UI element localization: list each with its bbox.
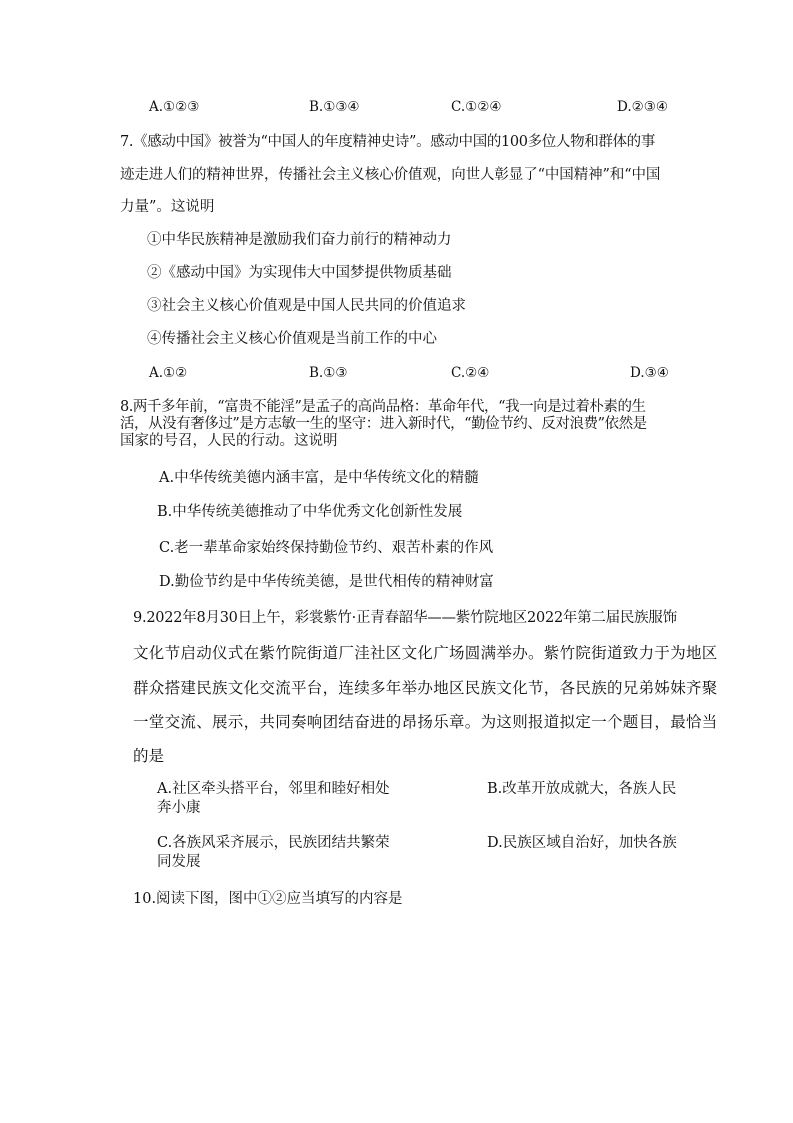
q6-option-d: D.②③④ xyxy=(617,99,668,115)
q9-stem-line-2: 文化节启动仪式在紫竹院街道厂洼社区文化广场圆满举办。紫竹院街道致力于为地区 xyxy=(133,644,718,662)
q9-stem-line-3: 群众搭建民族文化交流平台，连续多年举办地区民族文化节，各民族的兄弟姊妹齐聚 xyxy=(133,679,718,697)
q7-statement-2: ②《感动中国》为实现伟大中国梦提供物质基础 xyxy=(147,265,452,281)
q8-stem-line-3: 国家的号召，人民的行动。这说明 xyxy=(120,433,338,449)
q7-statement-4: ④传播社会主义核心价值观是当前工作的中心 xyxy=(147,331,437,347)
q8-option-b: B.中华传统美德推动了中华优秀文化创新性发展 xyxy=(157,504,463,520)
q7-option-b: B.①③ xyxy=(309,365,348,381)
q9-option-c: C.各族风采齐展示，民族团结共繁荣 xyxy=(157,835,390,851)
q7-option-c: C.②④ xyxy=(451,365,490,381)
q6-option-c: C.①②④ xyxy=(451,99,502,115)
q9-option-b: B.改革开放成就大，各族人民 xyxy=(487,781,677,797)
q7-option-a: A.①② xyxy=(149,365,188,381)
q9-stem-line-5: 的是 xyxy=(133,747,165,765)
q9-option-d-continued: 同发展 xyxy=(157,854,201,870)
q7-option-d: D.③④ xyxy=(630,365,669,381)
q8-stem-line-1: 8.两千多年前，“富贵不能淫”是孟子的高尚品格：革命年代，“我一向是过着朴素的生 xyxy=(120,399,646,415)
q8-stem-line-2: 活，从没有奢侈过”是方志敏一生的坚守：进入新时代，“勤俭节约、反对浪费”依然是 xyxy=(120,416,647,432)
q10-stem: 10.阅读下图，图中①②应当填写的内容是 xyxy=(133,891,403,907)
q9-stem-line-1: 9.2022年8月30日上午，彩裳紫竹·正青春韶华——紫竹院地区2022年第二届民族服饰 xyxy=(133,610,677,626)
q8-option-c: C.老一辈革命家始终保持勤俭节约、艰苦朴素的作风 xyxy=(159,540,494,556)
q7-stem-line-2: 迹走进人们的精神世界，传播社会主义核心价值观，向世人彰显了“中国精神”和“中国 xyxy=(120,167,661,183)
q8-option-a: A.中华传统美德内涵丰富，是中华传统文化的精髓 xyxy=(159,470,479,486)
q6-option-a: A.①②③ xyxy=(149,99,200,115)
q7-statement-1: ①中华民族精神是激励我们奋力前行的精神动力 xyxy=(147,232,452,248)
q9-stem-line-4: 一堂交流、展示，共同奏响团结奋进的昂扬乐章。为这则报道拟定一个题目，最恰当 xyxy=(133,713,718,731)
q9-option-a: A.社区牵头搭平台，邻里和睦好相处 xyxy=(157,781,390,797)
q7-stem-line-3: 力量”。这说明 xyxy=(120,199,215,215)
q9-option-b-continued: 奔小康 xyxy=(157,800,201,816)
q7-statement-3: ③社会主义核心价值观是中国人民共同的价值追求 xyxy=(147,298,466,314)
q7-stem-line-1: 7.《感动中国》被誉为“中国人的年度精神史诗”。感动中国的100多位人物和群体的事 xyxy=(120,134,655,150)
q9-option-d: D.民族区域自治好，加快各族 xyxy=(487,835,677,851)
q8-option-d: D.勤俭节约是中华传统美德，是世代相传的精神财富 xyxy=(159,574,494,590)
q6-option-b: B.①③④ xyxy=(309,99,360,115)
